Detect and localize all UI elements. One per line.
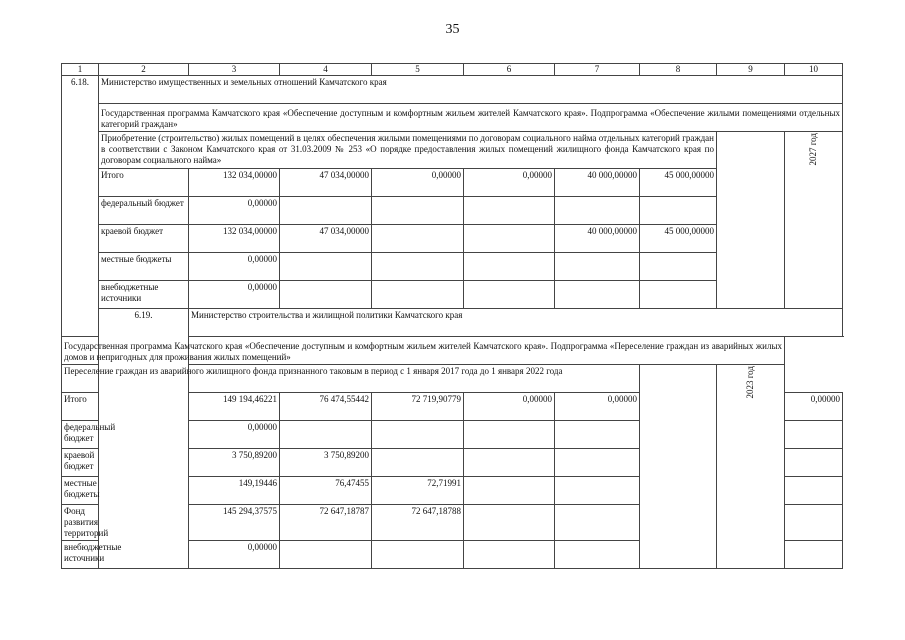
col-header-1: 1 — [62, 64, 99, 76]
measure-name: Приобретение (строительство) жилых помещений в целях обеспечения жилыми помещениями по договорам социального найма отдельных категорий граждан в соответствии с Законом Камчатского края от 31.03.2009 № 253 «О порядке предоставления жилых помещений жилищного фонда Камчатского края по договорам социального найма» — [99, 132, 717, 169]
value-cell: 149 194,46221 — [189, 393, 280, 421]
year-cell — [717, 365, 785, 569]
ministry-name: Министерство имущественных и земельных отношений Камчатского края — [99, 76, 843, 104]
value-cell — [555, 477, 640, 505]
value-cell: 76 474,55442 — [280, 393, 372, 421]
value-cell — [555, 253, 640, 281]
section-measure-row — [62, 132, 843, 169]
value-cell — [372, 253, 464, 281]
value-cell: 0,00000 — [464, 393, 555, 421]
section-program-row — [62, 337, 843, 365]
row-label: краевой бюджет — [62, 449, 99, 477]
value-cell: 145 294,37575 — [189, 505, 280, 541]
value-cell: 0,00000 — [189, 281, 280, 309]
value-cell: 3 750,89200 — [280, 449, 372, 477]
value-cell — [640, 281, 717, 309]
page-number: 35 — [445, 22, 460, 37]
value-cell: 72,71991 — [372, 477, 464, 505]
row-label: федеральный бюджет — [99, 197, 189, 225]
section-ministry-row — [62, 309, 843, 337]
row-label: Итого — [62, 393, 99, 421]
measure-name: Переселение граждан из аварийного жилищного фонда признанного таковым в период с 1 января 2017 года до 1 января 2022 года — [62, 365, 640, 393]
value-cell: 0,00000 — [372, 169, 464, 197]
col-header-7: 7 — [555, 64, 640, 76]
program-name: Государственная программа Камчатского края «Обеспечение доступным и комфортным жильем жителей Камчатского края». Подпрограмма «Обеспечение жилыми помещениями отдельных категорий граждан» — [99, 104, 843, 132]
value-cell: 72 719,90779 — [372, 393, 464, 421]
col-header-10: 10 — [785, 64, 843, 76]
value-cell — [464, 253, 555, 281]
value-cell — [785, 477, 843, 505]
section-ministry-row — [62, 76, 843, 104]
value-cell: 47 034,00000 — [280, 225, 372, 253]
value-cell — [785, 541, 843, 569]
row-label: Итого — [99, 169, 189, 197]
value-cell — [464, 505, 555, 541]
value-cell — [280, 253, 372, 281]
col-header-4: 4 — [280, 64, 372, 76]
value-cell: 45 000,00000 — [640, 225, 717, 253]
col9-cell — [717, 132, 785, 309]
value-cell — [555, 505, 640, 541]
section-number: 6.18. — [62, 76, 99, 337]
value-cell — [280, 281, 372, 309]
section-measure-row — [62, 365, 843, 393]
value-cell: 0,00000 — [464, 169, 555, 197]
value-cell — [372, 449, 464, 477]
value-cell: 0,00000 — [189, 253, 280, 281]
value-cell: 132 034,00000 — [189, 169, 280, 197]
value-cell — [785, 449, 843, 477]
row-label: краевой бюджет — [99, 225, 189, 253]
col-header-9: 9 — [717, 64, 785, 76]
year-label: 2023 год — [745, 366, 755, 399]
row-label: Фонд развития территорий — [62, 505, 99, 541]
value-cell: 0,00000 — [189, 541, 280, 569]
value-cell — [280, 421, 372, 449]
value-cell: 149,19446 — [189, 477, 280, 505]
value-cell — [640, 197, 717, 225]
program-name: Государственная программа Камчатского края «Обеспечение доступным и комфортным жильем жителей Камчатского края». Подпрограмма «Переселение граждан из аварийных жилых домов и непригодных для проживания жилых помещений» — [62, 337, 785, 365]
value-cell — [464, 225, 555, 253]
col-header-6: 6 — [464, 64, 555, 76]
value-cell — [372, 281, 464, 309]
value-cell: 45 000,00000 — [640, 169, 717, 197]
section-program-row — [62, 104, 843, 132]
value-cell — [464, 281, 555, 309]
value-cell — [555, 449, 640, 477]
value-cell: 132 034,00000 — [189, 225, 280, 253]
row-label: федеральный бюджет — [62, 421, 99, 449]
value-cell: 3 750,89200 — [189, 449, 280, 477]
value-cell — [280, 541, 372, 569]
value-cell — [464, 477, 555, 505]
row-label: внебюджетные источники — [99, 281, 189, 309]
row-label: местные бюджеты — [62, 477, 99, 505]
budget-table — [61, 63, 843, 569]
value-cell: 0,00000 — [189, 197, 280, 225]
col-header-3: 3 — [189, 64, 280, 76]
value-cell — [464, 449, 555, 477]
value-cell: 72 647,18787 — [280, 505, 372, 541]
value-cell — [464, 541, 555, 569]
row-label: внебюджетные источники — [62, 541, 99, 569]
value-cell — [372, 197, 464, 225]
column-header-row — [62, 64, 843, 76]
value-cell: 40 000,00000 — [555, 225, 640, 253]
year-label: 2027 год — [808, 133, 818, 166]
value-cell — [464, 197, 555, 225]
value-cell: 0,00000 — [189, 421, 280, 449]
value-cell — [555, 281, 640, 309]
col9-cell — [640, 365, 717, 569]
value-cell: 76,47455 — [280, 477, 372, 505]
value-cell: 47 034,00000 — [280, 169, 372, 197]
col-header-2: 2 — [99, 64, 189, 76]
value-cell: 72 647,18788 — [372, 505, 464, 541]
section-number: 6.19. — [99, 309, 189, 569]
value-cell — [785, 421, 843, 449]
value-cell — [555, 197, 640, 225]
value-cell: 40 000,00000 — [555, 169, 640, 197]
value-cell — [555, 421, 640, 449]
ministry-name: Министерство строительства и жилищной политики Камчатского края — [189, 309, 843, 337]
year-cell — [785, 132, 843, 309]
value-cell — [280, 197, 372, 225]
value-cell — [785, 505, 843, 541]
value-cell — [372, 225, 464, 253]
col-header-5: 5 — [372, 64, 464, 76]
col-header-8: 8 — [640, 64, 717, 76]
value-cell — [555, 541, 640, 569]
value-cell — [464, 421, 555, 449]
row-label: местные бюджеты — [99, 253, 189, 281]
value-cell — [640, 253, 717, 281]
value-cell — [372, 541, 464, 569]
value-cell: 0,00000 — [555, 393, 640, 421]
value-cell — [372, 421, 464, 449]
value-cell: 0,00000 — [785, 393, 843, 421]
